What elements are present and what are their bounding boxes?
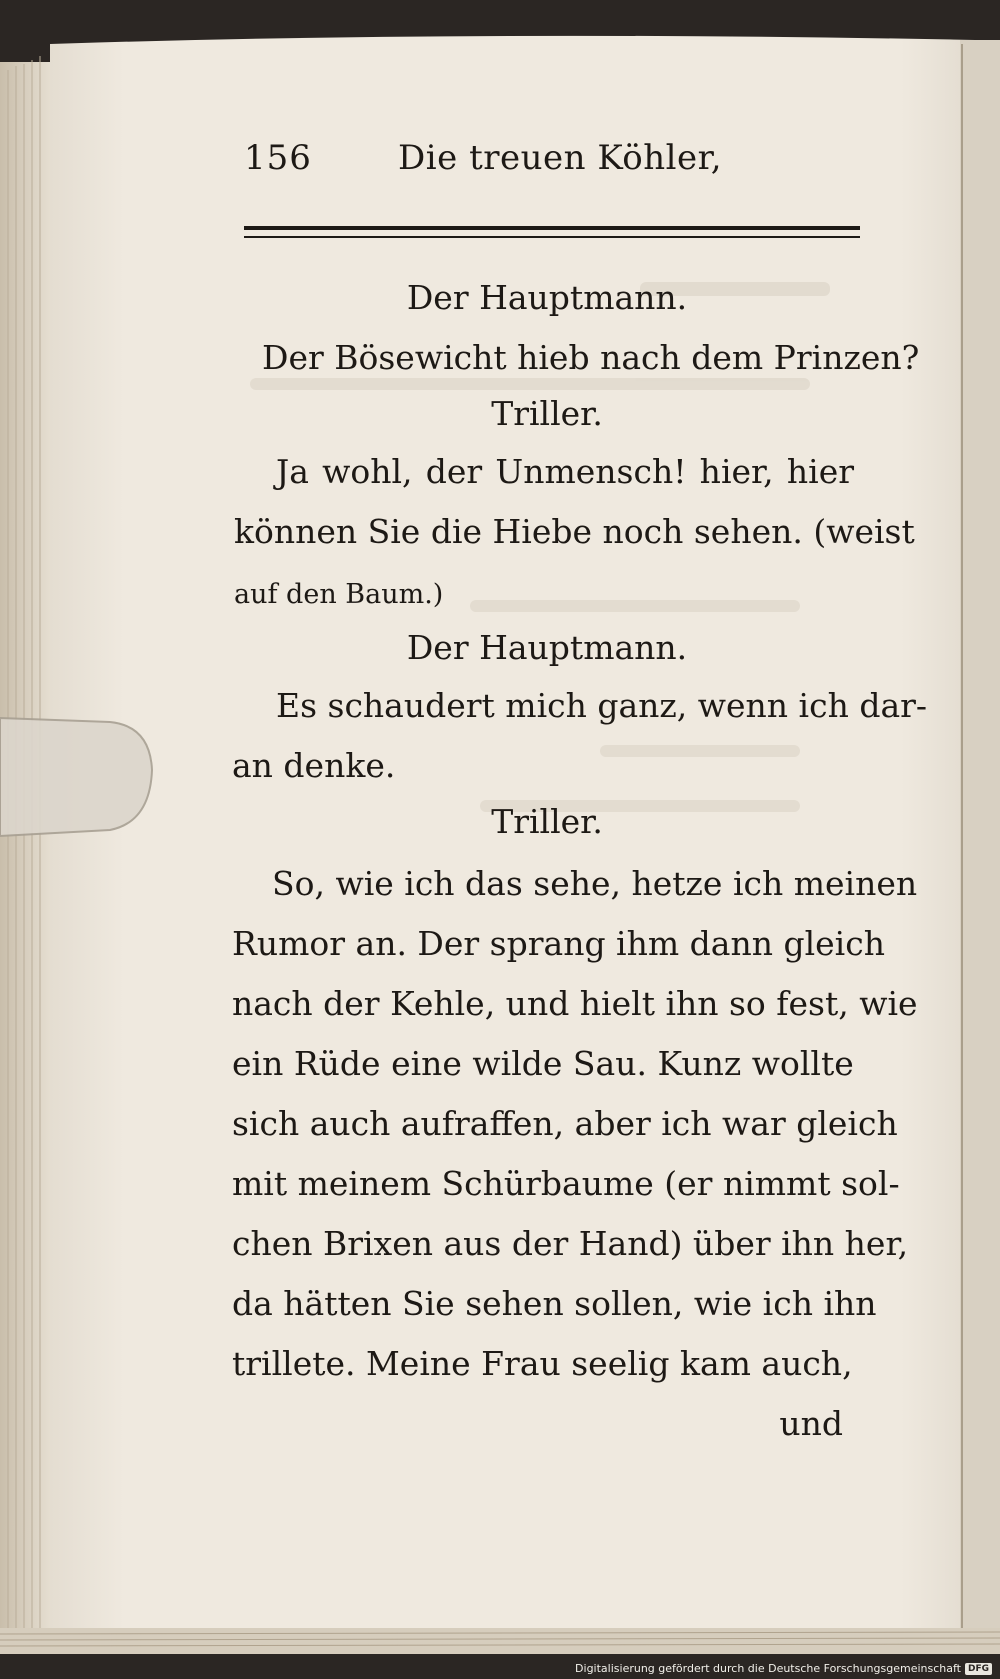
text-line: sich auch aufraffen, aber ich war gleich: [232, 1104, 898, 1143]
text-line: chen Brixen aus der Hand) über ihn her,: [232, 1224, 909, 1263]
text-line: So, wie ich das sehe, hetze ich meinen: [272, 864, 918, 903]
text-line: nach der Kehle, und hielt ihn so fest, wie: [232, 984, 918, 1023]
text-line: mit meinem Schürbaume (er nimmt sol-: [232, 1164, 900, 1203]
speaker-heading: Triller.: [491, 394, 603, 433]
digitization-credit: [575, 1662, 992, 1675]
text-line: Der Bösewicht hieb nach dem Prinzen?: [262, 338, 920, 377]
running-title: Die treuen Köhler,: [398, 138, 722, 178]
text-line: Es schaudert mich ganz, wenn ich dar-: [276, 686, 928, 725]
speaker-heading: Der Hauptmann.: [406, 628, 688, 667]
text-line: Ja wohl, der Unmensch! hier, hier: [276, 452, 854, 491]
dfg-logo: DFG: [965, 1663, 992, 1675]
credit-text: Digitalisierung gefördert durch die Deutsche Forschungsgemeinschaft: [575, 1662, 961, 1675]
text-line: trillete. Meine Frau seelig kam auch,: [232, 1344, 853, 1383]
speaker-heading: Triller.: [491, 802, 603, 841]
catchword: und: [779, 1404, 843, 1443]
header-rule-thick: [244, 226, 860, 230]
page-number: 156: [244, 138, 312, 178]
text-line: können Sie die Hiebe noch sehen. (weist: [234, 512, 915, 551]
text-line: ein Rüde eine wilde Sau. Kunz wollte: [232, 1044, 854, 1083]
stage-direction: auf den Baum.): [234, 579, 444, 610]
text-line: da hätten Sie sehen sollen, wie ich ihn: [232, 1284, 877, 1323]
text-line: [234, 572, 443, 615]
speaker-heading: Der Hauptmann.: [406, 278, 688, 317]
header-rule-thin: [244, 236, 860, 238]
text-line: Rumor an. Der sprang ihm dann gleich: [232, 924, 885, 963]
text-line: an denke.: [232, 746, 396, 785]
